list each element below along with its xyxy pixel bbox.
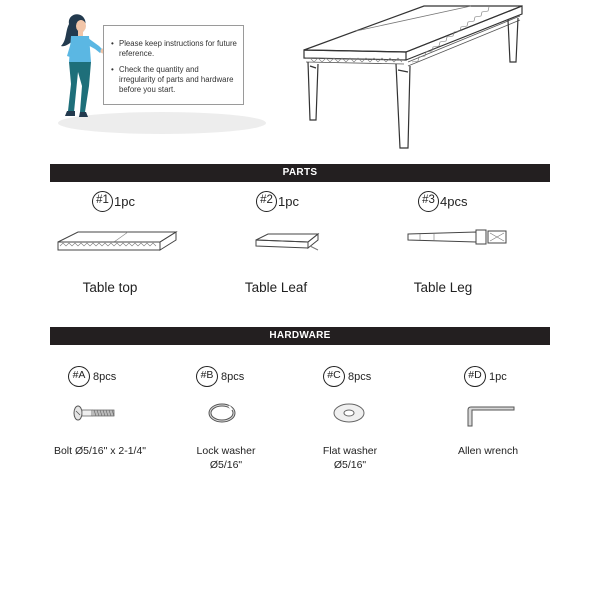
hardware-b-name: Lock washer Ø5/16" bbox=[196, 445, 256, 471]
hardware-d-name: Allen wrench bbox=[457, 445, 519, 457]
hardware-d-id: #D bbox=[464, 366, 486, 387]
hardware-a-name: Bolt Ø5/16" x 2-1/4" bbox=[53, 445, 147, 457]
part-2-qty: 1pc bbox=[278, 194, 299, 209]
hardware-d-qty: 1pc bbox=[489, 370, 507, 383]
parts-header: PARTS bbox=[50, 164, 550, 182]
lock-washer-icon bbox=[207, 402, 237, 424]
hardware-a-id: #A bbox=[68, 366, 90, 387]
note-keep-instructions: • Please keep instructions for future reference. bbox=[119, 39, 237, 59]
hardware-c-count bbox=[323, 366, 371, 387]
part-2-name: Table Leaf bbox=[244, 280, 308, 295]
part-1-qty: 1pc bbox=[114, 194, 135, 209]
part-1-name: Table top bbox=[82, 280, 138, 295]
hardware-a-count bbox=[68, 366, 116, 387]
hardware-header: HARDWARE bbox=[50, 327, 550, 345]
note-check-parts: • Check the quantity and irregularity of parts and hardware before you start. bbox=[119, 65, 237, 95]
part-2-count bbox=[256, 191, 299, 212]
hardware-c-id: #C bbox=[323, 366, 345, 387]
hardware-b-id: #B bbox=[196, 366, 218, 387]
part-3-id: #3 bbox=[418, 191, 439, 212]
table-top-icon bbox=[56, 228, 180, 258]
table-leg-icon bbox=[406, 228, 510, 248]
hardware-b-qty: 8pcs bbox=[221, 370, 245, 383]
assembled-table-icon bbox=[296, 0, 532, 150]
part-2-id: #2 bbox=[256, 191, 277, 212]
hardware-a-qty: 8pcs bbox=[93, 370, 117, 383]
part-3-name: Table Leg bbox=[413, 280, 473, 295]
table-leaf-icon bbox=[254, 232, 322, 256]
part-1-count bbox=[92, 191, 135, 212]
part-1-id: #1 bbox=[92, 191, 113, 212]
hardware-b-count bbox=[196, 366, 244, 387]
bolt-icon bbox=[72, 404, 118, 422]
allen-wrench-icon bbox=[465, 404, 517, 428]
hardware-c-qty: 8pcs bbox=[348, 370, 372, 383]
flat-washer-icon bbox=[332, 402, 366, 424]
part-3-qty: 4pcs bbox=[440, 194, 468, 209]
hardware-c-name: Flat washer Ø5/16" bbox=[322, 445, 378, 471]
instructions-notice bbox=[103, 25, 244, 105]
part-3-count bbox=[418, 191, 467, 212]
hardware-d-count bbox=[464, 366, 507, 387]
